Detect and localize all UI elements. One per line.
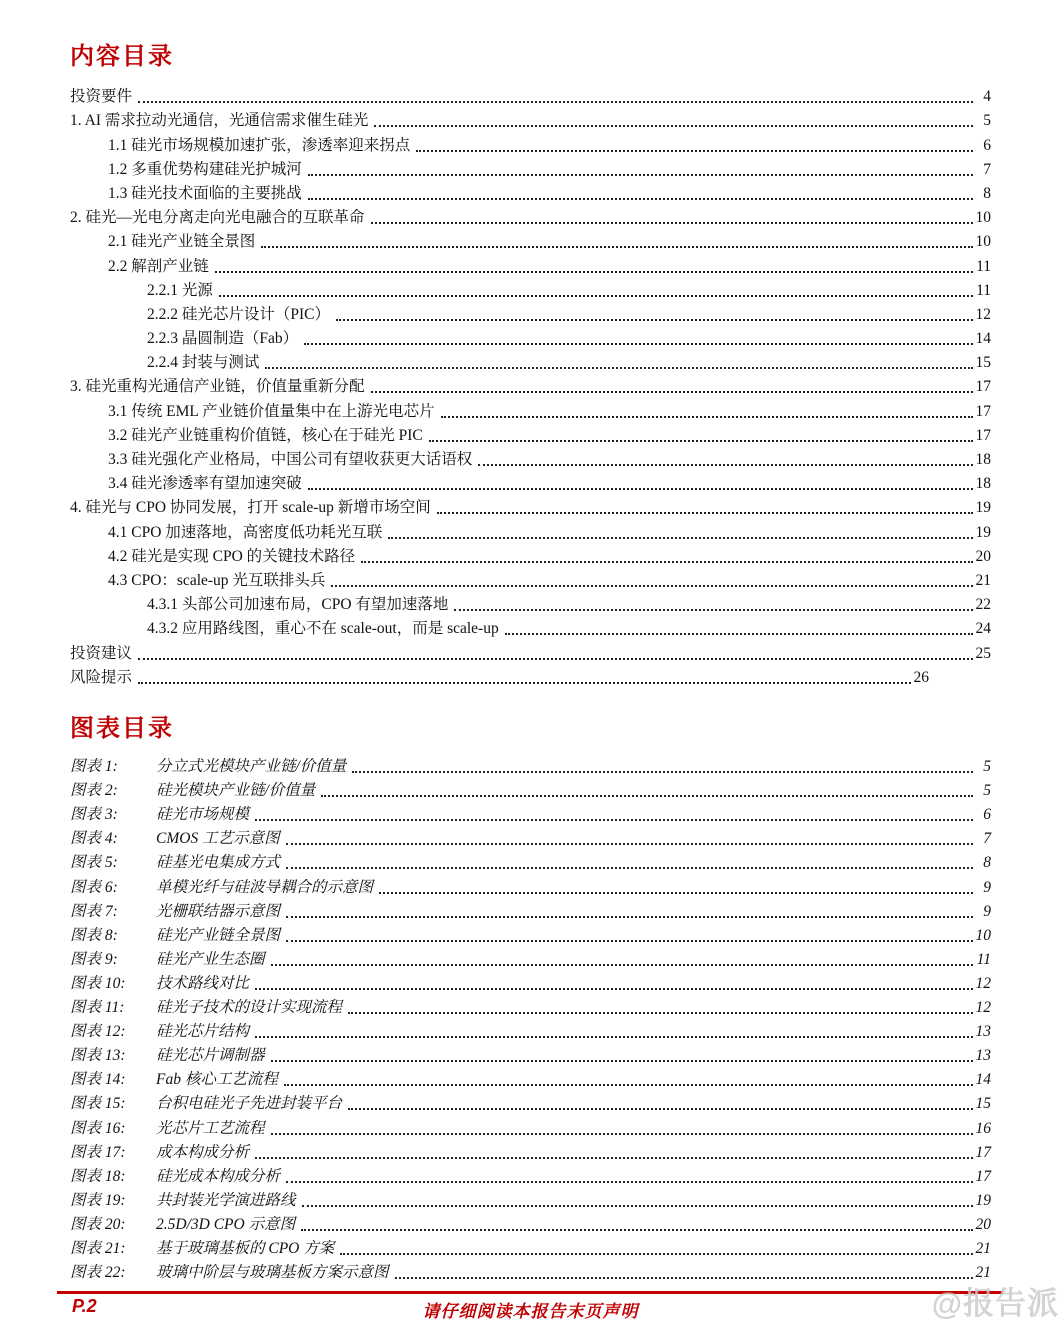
figure-entry[interactable] — [70, 899, 991, 923]
page-number: 22 — [975, 596, 991, 614]
toc-entry[interactable] — [70, 302, 991, 326]
figure-entry-label: 图表 19: — [70, 1191, 126, 1209]
toc-entry[interactable] — [70, 398, 991, 422]
figure-entry-title: CMOS 工艺示意图 — [156, 830, 280, 848]
figure-entry-label: 图表 16: — [70, 1119, 126, 1137]
page-number: 12 — [975, 999, 991, 1017]
dot-leader — [416, 150, 973, 152]
dot-leader — [286, 843, 973, 845]
figure-entry[interactable] — [70, 754, 991, 778]
toc-entry[interactable] — [70, 205, 991, 229]
page-number: 18 — [975, 451, 991, 468]
figure-entry[interactable] — [70, 947, 991, 971]
figure-entry-title: 技术路线对比 — [156, 974, 250, 992]
toc-entry-label: 4.3.2 应用路线图，重心不在 scale-out，而是 scale-up — [147, 620, 499, 638]
dot-leader — [255, 988, 972, 990]
dot-leader — [271, 1133, 973, 1135]
page-number: 7 — [983, 160, 991, 178]
figure-entry-title: 硅光成本构成分析 — [156, 1167, 281, 1185]
toc-entry[interactable] — [70, 568, 991, 592]
figure-entry-label: 图表 2: — [70, 782, 118, 800]
figure-entry-label: 图表 15: — [70, 1095, 126, 1113]
toc-entry-label: 2.2.4 封装与测试 — [147, 354, 260, 372]
page-number: 9 — [983, 878, 991, 896]
toc-entry-label: 3.2 硅光产业链重构价值链，核心在于硅光 PIC — [108, 426, 423, 444]
page-number: 19 — [975, 523, 991, 541]
figure-entry-title: 成本构成分析 — [156, 1143, 250, 1161]
dot-leader — [361, 561, 972, 563]
figure-entry-title: 分立式光模块产业链/价值量 — [156, 758, 347, 776]
page-number: 16 — [975, 1119, 991, 1137]
page-number: 21 — [975, 1264, 991, 1282]
dot-leader — [215, 271, 973, 273]
figure-entry[interactable] — [70, 1212, 991, 1236]
toc-entry[interactable] — [70, 665, 929, 689]
page-number: 6 — [983, 806, 991, 824]
figure-entry-label: 图表 9: — [70, 950, 118, 968]
figure-entry-title: 共封装光学演进路线 — [156, 1191, 296, 1209]
page-number: 17 — [975, 426, 991, 444]
figure-entry-title: 2.5D/3D CPO 示意图 — [156, 1215, 296, 1233]
dot-leader — [429, 440, 973, 442]
dot-leader — [395, 1277, 973, 1279]
toc-entry[interactable] — [70, 132, 991, 156]
figures-heading: 图表目录 — [70, 713, 174, 742]
toc-entry-label: 3.4 硅光渗透率有望加速突破 — [108, 475, 302, 493]
toc-entry-label: 3.1 传统 EML 产业链价值量集中在上游光电芯片 — [108, 402, 435, 420]
toc-entry-label: 4.3.1 头部公司加速布局，CPO 有望加速落地 — [147, 596, 449, 614]
figure-entry-label: 图表 8: — [70, 926, 118, 944]
toc-entry[interactable] — [70, 181, 991, 205]
toc-entry-label: 1.3 硅光技术面临的主要挑战 — [108, 184, 302, 202]
dot-leader — [379, 892, 973, 894]
toc-entry[interactable] — [70, 423, 991, 447]
figure-entry-label: 图表 14: — [70, 1071, 126, 1089]
page-number: 11 — [976, 257, 991, 275]
figure-entry[interactable] — [70, 1019, 991, 1043]
dot-leader — [331, 585, 972, 587]
toc-entry-label: 2.2.1 光源 — [147, 281, 213, 299]
figure-entry[interactable] — [70, 1043, 991, 1067]
figure-entry[interactable] — [70, 923, 991, 947]
dot-leader — [286, 940, 972, 942]
figure-entry-title: 光芯片工艺流程 — [156, 1119, 265, 1137]
figure-entry[interactable] — [70, 1140, 991, 1164]
figure-entry-label: 图表 7: — [70, 902, 118, 920]
page-number: 12 — [975, 974, 991, 992]
toc-entry-label: 3. 硅光重构光通信产业链，价值量重新分配 — [70, 378, 365, 396]
footer-page-number: P.2 — [72, 1296, 97, 1316]
toc-entry[interactable] — [70, 640, 991, 664]
dot-leader — [437, 512, 973, 514]
page-number: 20 — [975, 547, 991, 565]
dot-leader — [219, 295, 973, 297]
dot-leader — [255, 1036, 972, 1038]
figure-entry-title: Fab 核心工艺流程 — [156, 1071, 278, 1089]
footer-disclaimer: 请仔细阅读本报告末页声明 — [422, 1302, 639, 1320]
page-number: 17 — [975, 1143, 991, 1161]
figure-entry-label: 图表 21: — [70, 1239, 126, 1257]
figure-entry[interactable] — [70, 1091, 991, 1115]
page-number: 13 — [975, 1023, 991, 1041]
figure-entry[interactable] — [70, 1164, 991, 1188]
contents-heading: 内容目录 — [70, 41, 174, 70]
figure-entry-label: 图表 11: — [70, 999, 125, 1017]
dot-leader — [374, 125, 973, 127]
dot-leader — [371, 222, 973, 224]
page-number: 20 — [975, 1215, 991, 1233]
figure-entry-label: 图表 6: — [70, 878, 118, 896]
figure-entry[interactable] — [70, 778, 991, 802]
toc-entry-label: 2.2.3 晶圆制造（Fab） — [147, 330, 299, 348]
page-number: 10 — [975, 926, 991, 944]
dot-leader — [348, 1108, 972, 1110]
dot-leader — [301, 1229, 972, 1231]
dot-leader — [505, 633, 973, 635]
toc-entry-label: 投资建议 — [70, 644, 133, 662]
dot-leader — [286, 916, 973, 918]
page-number: 19 — [975, 499, 991, 517]
dot-leader — [138, 682, 910, 684]
figure-entry-title: 硅光模块产业链/价值量 — [156, 782, 316, 800]
page-number: 24 — [975, 620, 991, 638]
figure-entry-label: 图表 17: — [70, 1143, 126, 1161]
figure-entry-title: 台积电硅光子先进封装平台 — [156, 1095, 343, 1113]
toc-entry-label: 2.1 硅光产业链全景图 — [108, 233, 256, 251]
page-number: 26 — [913, 668, 929, 686]
figure-entry-title: 单模光纤与硅波导耦合的示意图 — [156, 878, 374, 896]
dot-leader — [321, 795, 973, 797]
dot-leader — [255, 1157, 972, 1159]
toc-entry-label: 4. 硅光与 CPO 协同发展，打开 scale-up 新增市场空间 — [70, 499, 431, 517]
page-number: 14 — [975, 330, 991, 348]
page-number: 8 — [983, 184, 991, 202]
page-number: 15 — [975, 1095, 991, 1113]
page-number: 7 — [983, 830, 991, 848]
figure-entry-label: 图表 5: — [70, 854, 118, 872]
dot-leader — [302, 1205, 973, 1207]
toc-entry-label: 1.2 多重优势构建硅光护城河 — [108, 160, 302, 178]
page-number: 9 — [983, 902, 991, 920]
toc-entry[interactable] — [70, 495, 991, 519]
page-number: 25 — [975, 644, 991, 662]
dot-leader — [138, 658, 972, 660]
table-of-contents — [70, 84, 991, 689]
toc-entry-label: 4.3 CPO：scale-up 光互联排头兵 — [108, 571, 326, 589]
toc-entry-label: 1. AI 需求拉动光通信，光通信需求催生硅光 — [70, 112, 369, 130]
dot-leader — [478, 464, 972, 466]
figure-entry[interactable] — [70, 850, 991, 874]
figure-entry-label: 图表 3: — [70, 806, 118, 824]
toc-entry-label: 投资要件 — [70, 88, 133, 106]
figure-entry-label: 图表 12: — [70, 1023, 126, 1041]
dot-leader — [308, 174, 973, 176]
figure-entry-title: 光栅联结器示意图 — [156, 902, 281, 920]
figure-directory — [70, 754, 991, 1284]
dot-leader — [271, 964, 973, 966]
dot-leader — [348, 1012, 972, 1014]
page-number: 11 — [976, 281, 991, 299]
toc-entry[interactable] — [70, 278, 991, 302]
dot-leader — [284, 1084, 973, 1086]
figure-entry[interactable] — [70, 826, 991, 850]
figure-entry-title: 硅光市场规模 — [156, 806, 250, 824]
dot-leader — [308, 488, 973, 490]
toc-entry[interactable] — [70, 108, 991, 132]
figure-entry-title: 硅光芯片调制器 — [156, 1047, 265, 1065]
figure-entry-label: 图表 4: — [70, 830, 118, 848]
toc-entry[interactable] — [70, 616, 991, 640]
toc-entry-label: 2.2.2 硅光芯片设计（PIC） — [147, 305, 330, 323]
figure-entry[interactable] — [70, 1115, 991, 1139]
figure-entry-title: 硅基光电集成方式 — [156, 854, 281, 872]
figure-entry[interactable] — [70, 802, 991, 826]
figure-entry[interactable] — [70, 1067, 991, 1091]
dot-leader — [388, 537, 972, 539]
dot-leader — [265, 367, 972, 369]
figure-entry[interactable] — [70, 874, 991, 898]
figure-entry-title: 硅光子技术的设计实现流程 — [156, 999, 343, 1017]
dot-leader — [304, 343, 972, 345]
figure-entry-label: 图表 22: — [70, 1264, 126, 1282]
toc-entry-label: 4.2 硅光是实现 CPO 的关键技术路径 — [108, 547, 356, 565]
figure-entry[interactable] — [70, 1188, 991, 1212]
page-number: 11 — [976, 950, 991, 968]
page-number: 18 — [975, 475, 991, 493]
toc-entry[interactable] — [70, 374, 991, 398]
figure-entry-label: 图表 18: — [70, 1167, 126, 1185]
toc-entry[interactable] — [70, 229, 991, 253]
page-number: 14 — [975, 1071, 991, 1089]
dot-leader — [286, 1181, 972, 1183]
page-number: 8 — [983, 854, 991, 872]
figure-entry-title: 硅光产业生态圈 — [156, 950, 265, 968]
page-number: 6 — [983, 136, 991, 154]
figure-entry-label: 图表 10: — [70, 974, 126, 992]
dot-leader — [286, 867, 973, 869]
page-number: 17 — [975, 1167, 991, 1185]
dot-leader — [336, 319, 973, 321]
toc-entry[interactable] — [70, 544, 991, 568]
toc-entry[interactable] — [70, 350, 991, 374]
dot-leader — [340, 1253, 972, 1255]
page-number: 4 — [983, 88, 991, 106]
figure-entry[interactable] — [70, 971, 991, 995]
toc-entry-label: 4.1 CPO 加速落地，高密度低功耗光互联 — [108, 523, 383, 541]
figure-entry[interactable] — [70, 1260, 991, 1284]
page-number: 15 — [975, 354, 991, 372]
toc-entry-label: 风险提示 — [70, 668, 133, 686]
toc-entry-label: 2. 硅光—光电分离走向光电融合的互联革命 — [70, 209, 365, 227]
dot-leader — [308, 198, 973, 200]
figure-entry-title: 硅光产业链全景图 — [156, 926, 281, 944]
figure-entry-title: 硅光芯片结构 — [156, 1023, 250, 1041]
page-number: 13 — [975, 1047, 991, 1065]
toc-entry[interactable] — [70, 592, 991, 616]
toc-entry[interactable] — [70, 447, 991, 471]
figure-entry[interactable] — [70, 995, 991, 1019]
page-number: 5 — [983, 112, 991, 130]
dot-leader — [271, 1060, 973, 1062]
page-number: 21 — [975, 1239, 991, 1257]
figure-entry-label: 图表 20: — [70, 1215, 126, 1233]
toc-entry[interactable] — [70, 326, 991, 350]
toc-entry-label: 3.3 硅光强化产业格局，中国公司有望收获更大话语权 — [108, 451, 473, 468]
figure-entry-title: 基于玻璃基板的 CPO 方案 — [156, 1239, 335, 1257]
dot-leader — [371, 391, 973, 393]
dot-leader — [138, 101, 973, 103]
toc-entry-label: 1.1 硅光市场规模加速扩张，渗透率迎来拐点 — [108, 136, 411, 154]
page-number: 5 — [983, 758, 991, 776]
toc-entry[interactable] — [70, 519, 991, 543]
page-number: 10 — [975, 233, 991, 251]
page-number: 19 — [975, 1191, 991, 1209]
toc-entry-label: 2.2 解剖产业链 — [108, 257, 209, 275]
toc-entry[interactable] — [70, 157, 991, 181]
footer-divider — [57, 1291, 1003, 1294]
figure-entry-label: 图表 1: — [70, 758, 118, 776]
page-number: 5 — [983, 782, 991, 800]
page-number: 17 — [975, 402, 991, 420]
toc-entry[interactable] — [70, 253, 991, 277]
toc-entry[interactable] — [70, 471, 991, 495]
dot-leader — [255, 819, 973, 821]
dot-leader — [454, 609, 972, 611]
figure-entry[interactable] — [70, 1236, 991, 1260]
page-number: 12 — [975, 305, 991, 323]
dot-leader — [352, 771, 973, 773]
dot-leader — [441, 416, 973, 418]
watermark-text: @报告派 — [931, 1286, 1059, 1320]
page-number: 21 — [975, 571, 991, 589]
dot-leader — [261, 246, 972, 248]
figure-entry-label: 图表 13: — [70, 1047, 126, 1065]
page-number: 10 — [975, 209, 991, 227]
page-number: 17 — [975, 378, 991, 396]
toc-entry[interactable] — [70, 84, 991, 108]
figure-entry-title: 玻璃中阶层与玻璃基板方案示意图 — [156, 1264, 389, 1282]
